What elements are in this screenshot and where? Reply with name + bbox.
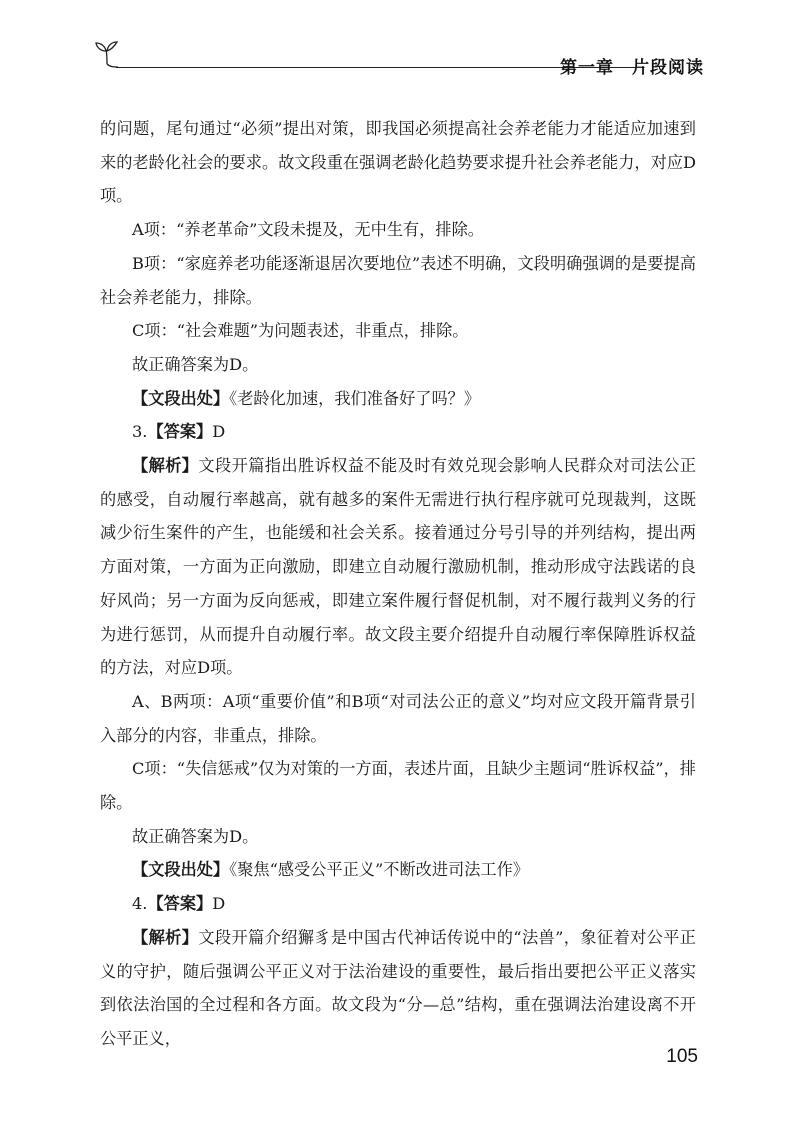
header-rule xyxy=(116,67,636,68)
answer-value: D xyxy=(212,422,226,442)
analysis-paragraph-q3 xyxy=(100,449,696,685)
source-label: 【文段出处】 xyxy=(132,388,230,408)
source-title: 《聚焦“感受公平正义”不断改进司法工作》 xyxy=(229,860,529,880)
analysis-label: 【解析】 xyxy=(132,456,199,476)
answer-label: 【答案】 xyxy=(147,422,213,442)
analysis-paragraph-q4 xyxy=(100,921,696,1056)
paragraph-continuation: 的问题，尾句通过“必须”提出对策，即我国必须提高社会养老能力才能适应加速到来的老龄化社会的要求。故文段重在强调老龄化趋势要求提升社会养老能力，对应D项。 xyxy=(100,119,696,206)
option-b-explanation: B项：“家庭养老功能逐渐退居次要地位”表述不明确，文段明确强调的是要提高社会养老能力，排除。 xyxy=(100,253,696,307)
option-c-explanation-q3: C项：“失信惩戒”仅为对策的一方面，表述片面，且缺少主题词“胜诉权益”，排除。 xyxy=(100,759,696,813)
option-a-explanation: A项：“养老革命”文段未提及，无中生有，排除。 xyxy=(132,220,484,240)
source-line-q3 xyxy=(100,853,696,887)
answer-label: 【答案】 xyxy=(147,894,213,914)
option-ab-explanation: A、B两项：A项“重要价值”和B项“对司法公正的意义”均对应文段开篇背景引入部分的内容，非重点，排除。 xyxy=(100,691,696,745)
source-label: 【文段出处】 xyxy=(132,860,230,880)
leaf-sprout-icon xyxy=(92,38,122,68)
source-line xyxy=(100,382,696,416)
running-header xyxy=(92,38,704,78)
analysis-text: 文段开篇指出胜诉权益不能及时有效兑现会影响人民群众对司法公正的感受，自动履行率越高，就有越多的案件无需进行执行程序就可兑现裁判，这既减少衍生案件的产生，也能缓和社会关系。接着通过分号引导的并列结构，提出两方面对策，一方面为正向激励，即建立自动履行激励机制，推动形成守法践诺的良好风尚；另一方面为反向惩戒，即建立案件履行督促机制，对不履行裁判义务的行为进行惩罚，从而提升自动履行率。故文段主要介绍提升自动履行率保障胜诉权益的方法，对应D项。 xyxy=(100,456,697,678)
chapter-title: 第一章 片段阅读 xyxy=(560,58,704,78)
answer-line-q4 xyxy=(100,887,696,921)
page-content xyxy=(100,112,696,1056)
page-number: 105 xyxy=(666,1046,698,1067)
answer-value: D xyxy=(212,894,226,914)
question-number: 4. xyxy=(132,894,148,914)
answer-line-q3 xyxy=(100,415,696,449)
correct-answer-line: 故正确答案为D。 xyxy=(132,354,259,374)
option-c-explanation: C项：“社会难题”为问题表述，非重点，排除。 xyxy=(132,321,469,341)
correct-answer-line-q3: 故正确答案为D。 xyxy=(132,826,259,846)
question-number: 3. xyxy=(132,422,148,442)
source-title: 《老龄化加速，我们准备好了吗？》 xyxy=(229,388,481,408)
analysis-text: 文段开篇介绍獬豸是中国古代神话传说中的“法兽”，象征着对公平正义的守护，随后强调公平正义对于法治建设的重要性，最后指出要把公平正义落实到依法治国的全过程和各方面。故文段为“分—总”结构，重在强调法治建设离不开公平正义， xyxy=(100,927,696,1048)
analysis-label: 【解析】 xyxy=(132,927,199,947)
